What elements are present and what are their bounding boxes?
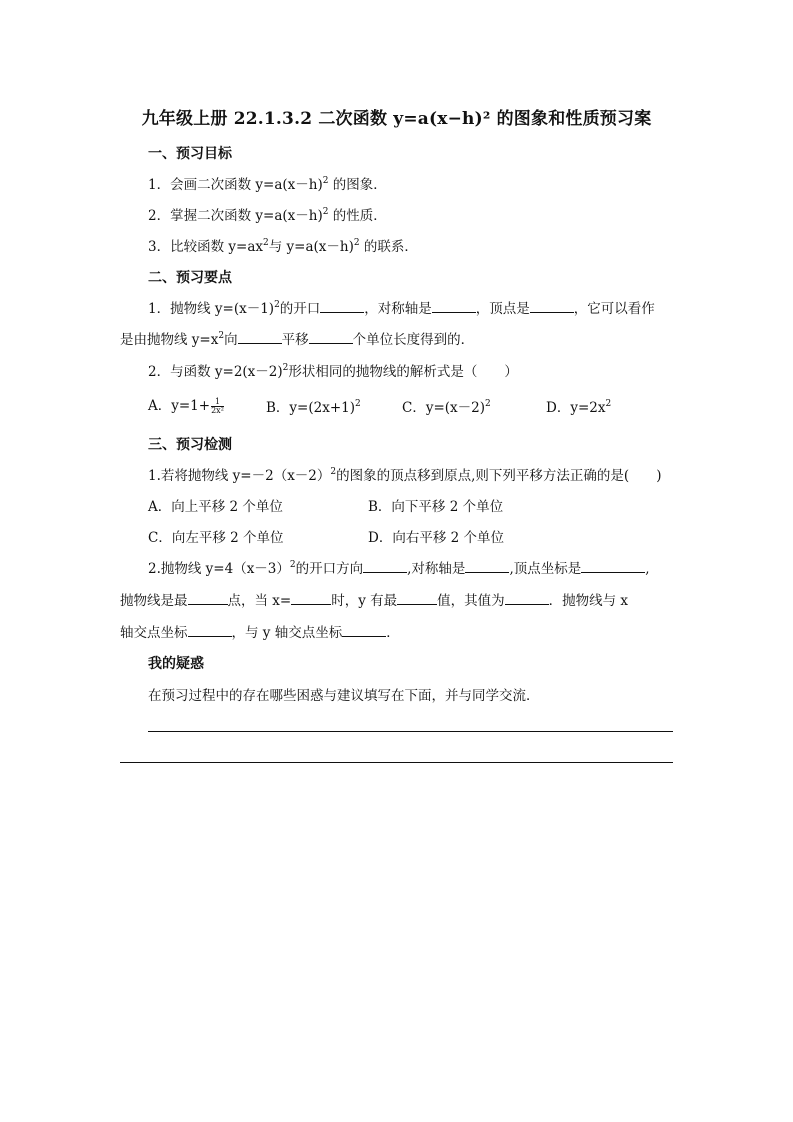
keypoint-question-1-line-1: 1．抛物线 $y=(x-1)^2$的开口 ，对称轴是 ，顶点是 ，它可以看作 [148, 300, 655, 317]
answer-blank[interactable] [363, 560, 407, 573]
answer-blank[interactable] [309, 331, 353, 344]
answer-blank[interactable] [320, 300, 364, 313]
section-heading-goals: 一、预习目标 [148, 146, 232, 162]
section-heading-check: 三、预习检测 [148, 437, 232, 453]
check-question-2-line-1: 2.抛物线 $y=4(x-3)^2$的开口方向 ,对称轴是 ,顶点坐标是 , [148, 560, 650, 577]
check-question-2-line-3: 轴交点坐标 ，与 y 轴交点坐标 ． [120, 625, 400, 641]
fraction: $\frac{1}{\text{2x²}}$ [211, 397, 224, 415]
keypoint-question-1-line-2: 是由抛物线 $y=x^2$向 平移 个单位长度得到的． [120, 331, 475, 348]
answer-blank[interactable] [465, 560, 509, 573]
goal-item-1: 1．会画二次函数 $y=a(x-h)^2$ 的图象． [148, 176, 387, 193]
section-heading-questions: 我的疑惑 [148, 656, 204, 672]
option-c[interactable]: C．$y=(x-2)^2$ [402, 399, 491, 416]
check-option-a[interactable]: A．向上平移 2 个单位 [148, 499, 283, 515]
page-title: 九年级上册 22.1.3.2 二次函数 y=a(x−h)² 的图象和性质预习案 [141, 109, 652, 129]
check-option-c[interactable]: C．向左平移 2 个单位 [148, 530, 284, 546]
check-question-2-line-2: 抛物线是最 点，当 x= 时，y 有最 值，其值为 ．抛物线与 x [120, 593, 629, 609]
answer-blank[interactable] [188, 624, 232, 637]
answer-blank[interactable] [530, 300, 574, 313]
answer-blank[interactable] [188, 592, 228, 605]
answer-blank[interactable] [581, 560, 645, 573]
option-d[interactable]: D．$y=2x^2$ [546, 399, 612, 416]
option-b[interactable]: B．$y=(2x+1)^2$ [266, 399, 361, 416]
answer-blank[interactable] [505, 592, 549, 605]
answer-blank[interactable] [397, 592, 437, 605]
section-heading-keypoints: 二、预习要点 [148, 270, 232, 286]
check-question-1: 1.若将抛物线 $y=-2(x-2)^2$的图象的顶点移到原点,则下列平移方法正确的是( ) [148, 467, 662, 484]
answer-blank[interactable] [342, 624, 386, 637]
answer-blank[interactable] [291, 592, 331, 605]
check-option-d[interactable]: D．向右平移 2 个单位 [368, 530, 504, 546]
questions-instruction: 在预习过程中的存在哪些困惑与建议填写在下面，并与同学交流． [148, 688, 540, 704]
writing-line-1[interactable] [148, 731, 673, 732]
keypoint-question-2: 2．与函数 $y=2(x-2)^2$形状相同的抛物线的解析式是（ ） [148, 363, 518, 380]
goal-item-3: 3．比较函数 $y=ax^2$与 $y=a(x-h)^2$ 的联系． [148, 238, 418, 255]
answer-blank[interactable] [432, 300, 476, 313]
check-option-b[interactable]: B．向下平移 2 个单位 [368, 499, 504, 515]
option-a[interactable]: A．y=1+ $\frac{1}{\text{2x²}}$ [148, 397, 224, 415]
goal-item-2: 2．掌握二次函数 $y=a(x-h)^2$ 的性质． [148, 207, 387, 224]
answer-blank[interactable] [238, 331, 282, 344]
writing-line-2[interactable] [120, 762, 673, 763]
